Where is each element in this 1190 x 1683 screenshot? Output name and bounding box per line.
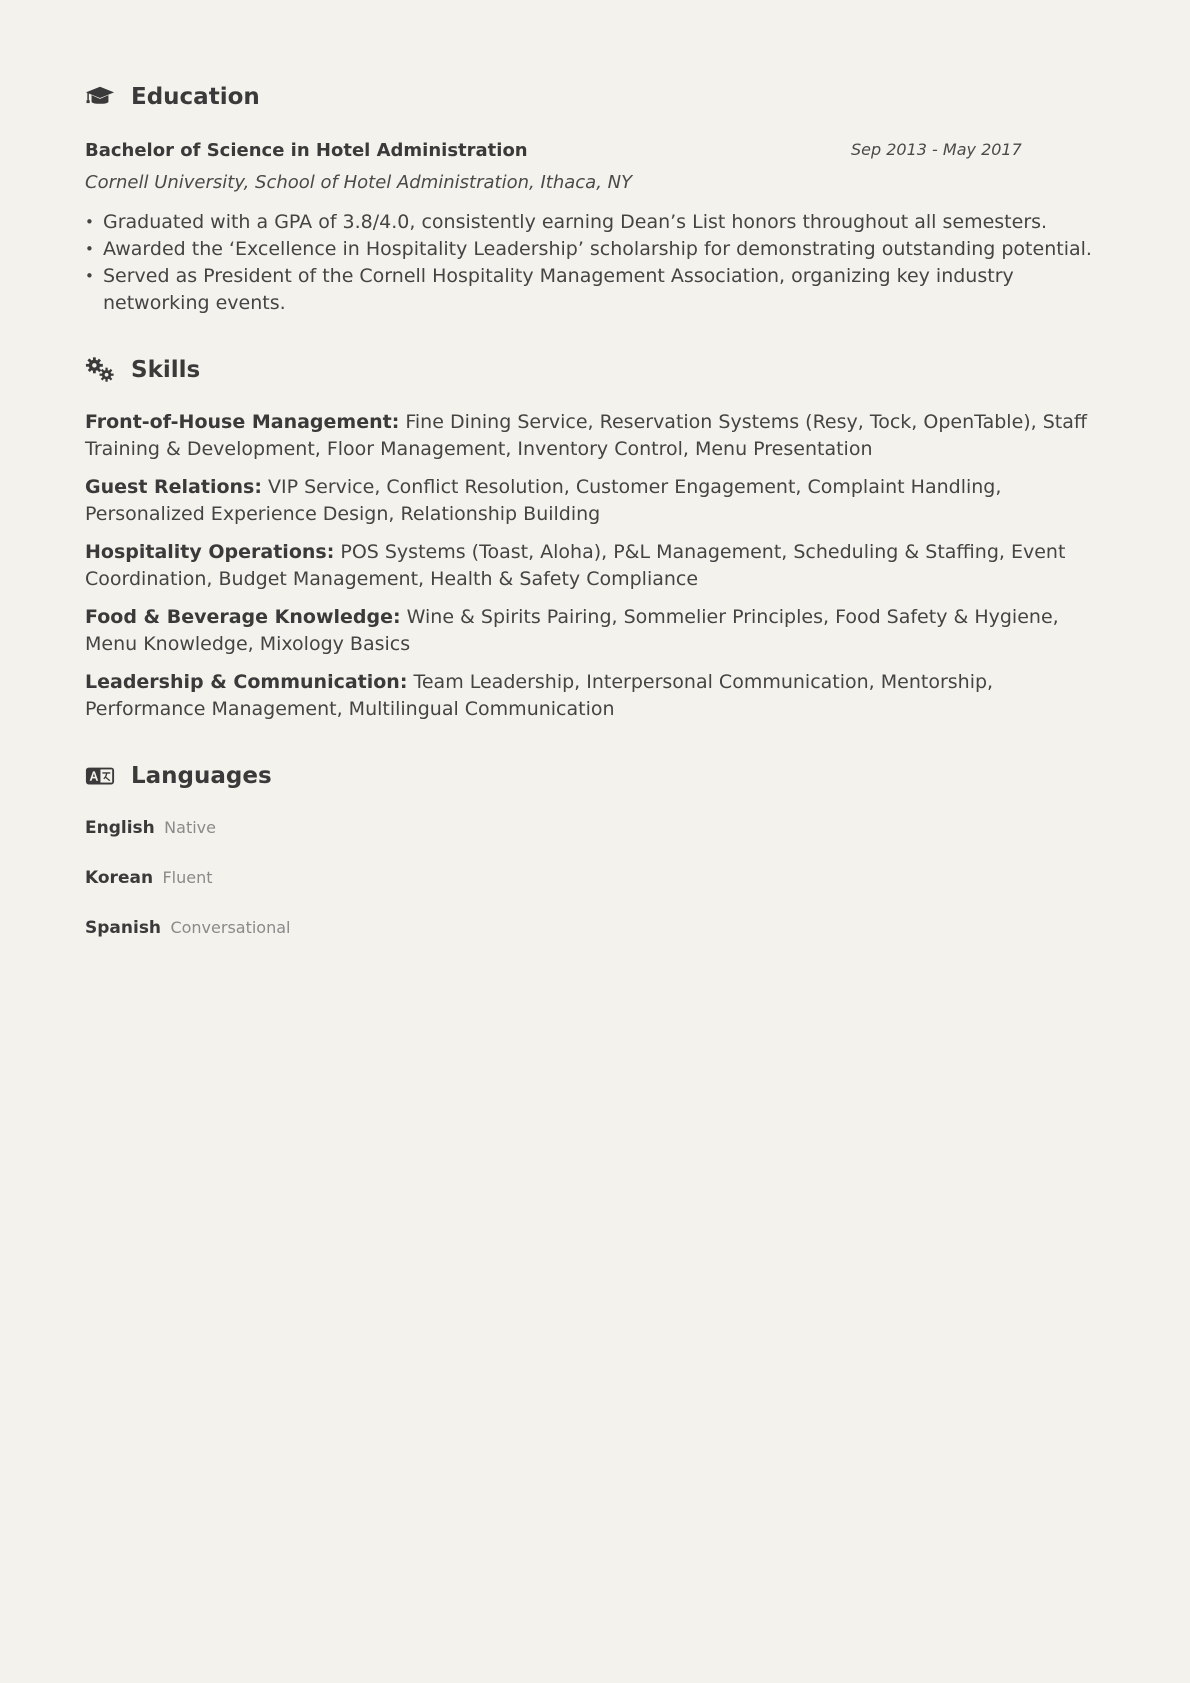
list-item: • Graduated with a GPA of 3.8/4.0, consistently earning Dean’s List honors throughout all semesters. bbox=[103, 209, 1110, 236]
language-name: Korean bbox=[85, 868, 154, 888]
language-row bbox=[85, 865, 1110, 891]
degree-title: Bachelor of Science in Hotel Administration bbox=[85, 140, 528, 161]
skill-row bbox=[85, 409, 1110, 463]
skill-category: Food & Beverage Knowledge: bbox=[85, 606, 401, 628]
list-item: • Served as President of the Cornell Hospitality Management Association, organizing key industry networking events. bbox=[103, 263, 1110, 317]
language-level: Native bbox=[164, 818, 216, 837]
skill-details: POS Systems (Toast, Aloha), P&L Management, Scheduling & Staffing, Event Coordination, Budget Management, Health & Safety Compliance bbox=[85, 541, 1066, 590]
education-title: Education bbox=[131, 84, 260, 110]
skill-category: Front-of-House Management: bbox=[85, 411, 400, 433]
skills-heading bbox=[85, 353, 1110, 387]
skill-category: Guest Relations: bbox=[85, 476, 262, 498]
education-section bbox=[85, 80, 1110, 317]
languages-heading bbox=[85, 759, 1110, 793]
list-item: • Awarded the ‘Excellence in Hospitality Leadership’ scholarship for demonstrating outstanding potential. bbox=[103, 236, 1110, 263]
skills-section bbox=[85, 353, 1110, 723]
language-name: Spanish bbox=[85, 918, 162, 938]
language-level: Fluent bbox=[162, 868, 213, 887]
education-entry-header bbox=[85, 136, 1110, 166]
skill-row bbox=[85, 539, 1110, 593]
language-row bbox=[85, 815, 1110, 841]
skill-details: Wine & Spirits Pairing, Sommelier Principles, Food Safety & Hygiene, Menu Knowledge, Mixology Basics bbox=[85, 606, 1059, 655]
skill-details: Fine Dining Service, Reservation Systems (Resy, Tock, OpenTable), Staff Training & Development, Floor Management, Inventory Control, Menu Presentation bbox=[85, 411, 1087, 460]
education-heading bbox=[85, 80, 1110, 114]
skill-category: Hospitality Operations: bbox=[85, 541, 335, 563]
skill-details: Team Leadership, Interpersonal Communication, Mentorship, Performance Management, Multilingual Communication bbox=[85, 671, 994, 720]
graduation-cap-icon bbox=[85, 82, 115, 112]
skill-details: VIP Service, Conflict Resolution, Customer Engagement, Complaint Handling, Personalized Experience Design, Relationship Building bbox=[85, 476, 1002, 525]
gears-icon bbox=[85, 355, 115, 385]
skills-title: Skills bbox=[131, 357, 201, 383]
skill-category: Leadership & Communication: bbox=[85, 671, 408, 693]
language-name: English bbox=[85, 818, 155, 838]
skill-row bbox=[85, 669, 1110, 723]
language-level: Conversational bbox=[170, 918, 291, 937]
languages-title: Languages bbox=[131, 763, 272, 789]
institution: Cornell University, School of Hotel Administration, Ithaca, NY bbox=[85, 172, 633, 193]
languages-section bbox=[85, 759, 1110, 941]
skill-row bbox=[85, 474, 1110, 528]
education-bullets bbox=[85, 209, 1110, 317]
skill-row bbox=[85, 604, 1110, 658]
language-row bbox=[85, 915, 1110, 941]
education-dates: Sep 2013 - May 2017 bbox=[851, 140, 1022, 159]
language-icon bbox=[85, 761, 115, 791]
